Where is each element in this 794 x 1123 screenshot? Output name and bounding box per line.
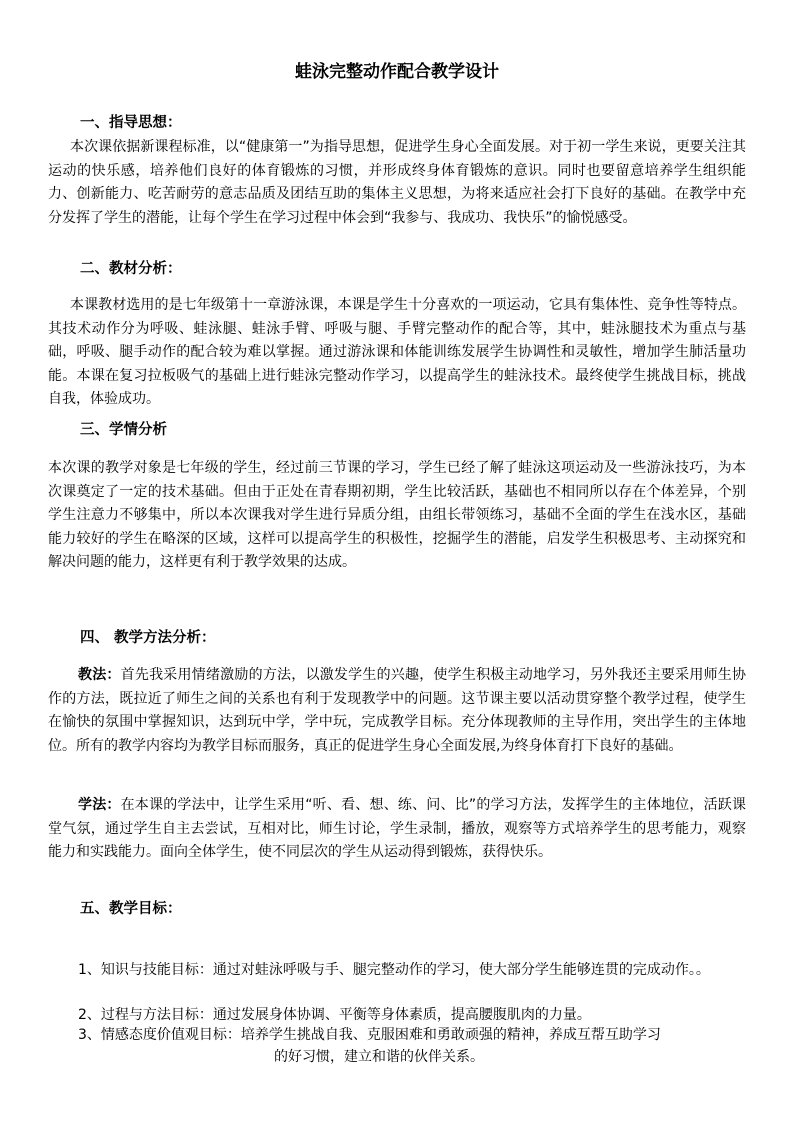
teaching-method-label: 教法： (78, 667, 121, 683)
section-body-guiding-ideology: 本次课依据新课程标准，以“健康第一”为指导思想，促进学生身心全面发展。对于初一学生来说，更要关注其运动的快乐感，培养他们良好的体育锻炼的习惯，并形成终身体育锻炼的意识。同时也要留意培养学生组织能力、创新能力、吃苦耐劳的意志品质及团结互助的集体主义思想，为将来适应社会打下良好的基础。在教学中充分发挥了学生的潜能，让每个学生在学习过程中体会到“我参与、我成功、我快乐”的愉悦感受。 (48, 139, 746, 226)
objective-process-methods: 2、过程与方法目标：通过发展身体协调、平衡等身体素质，提高腰腹肌肉的力量。 (78, 1007, 591, 1023)
teaching-method-body: 首先我采用情绪激励的方法，以激发学生的兴趣，使学生积极主动地学习，另外我还主要采用师生协作的方法，既拉近了师生之间的关系也有利于发现教学中的问题。这节课主要以活动贯穿整个教学过程，使学生在愉快的氛围中掌握知识，达到玩中学，学中玩，完成教学目标。充分体现教师的主导作用，突出学生的主体地位。所有的教学内容均为教学目标而服务，真正的促进学生身心全面发展,为终身体育打下良好的基础。 (48, 667, 747, 754)
learning-method-body: 在本课的学法中，让学生采用“听、看、想、练、问、比”的学习方法，发挥学生的主体地位，活跃课堂气氛，通过学生自主去尝试，互相对比，师生讨论，学生录制，播放，观察等方式培养学生的思考能力，观察能力和实践能力。面向全体学生，使不同层次的学生从运动得到锻炼，获得快乐。 (48, 797, 746, 860)
section-heading-teaching-objectives: 五、教学目标： (80, 901, 182, 917)
section-body-textbook-analysis: 本课教材选用的是七年级第十一章游泳课，本课是学生十分喜欢的一项运动，它具有集体性、竞争性等特点。其技术动作分为呼吸、蛙泳腿、蛙泳手臂、呼吸与腿、手臂完整动作的配合等，其中，蛙泳腿技术为重点与基础，呼吸、腿手动作的配合较为难以掌握。通过游泳课和体能训练发展学生协调性和灵敏性，增加学生肺活量功能。本课在复习拉板吸气的基础上进行蛙泳完整动作学习，以提高学生的蛙泳技术。最终使学生挑战目标，挑战自我，体验成功。 (48, 297, 746, 407)
section-heading-guiding-ideology: 一、指导思想： (80, 115, 182, 131)
section-heading-learner-analysis: 三、学情分析 (80, 422, 167, 438)
objective-emotion-values: 3、情感态度价值观目标：培养学生挑战自我、克服困难和勇敢顽强的精神，养成互帮互助学习 (78, 1027, 661, 1043)
learning-method-paragraph (48, 794, 746, 865)
objective-knowledge-skills: 1、知识与技能目标：通过对蛙泳呼吸与手、腿完整动作的学习，使大部分学生能够连贯的完成动作。。 (78, 962, 710, 978)
objective-emotion-values-continued: 的好习惯，建立和谐的伙伴关系。 (274, 1049, 484, 1065)
learning-method-label: 学法： (78, 797, 121, 813)
document-title: 蛙泳完整动作配合教学设计 (295, 62, 499, 82)
teaching-method-paragraph (48, 664, 746, 758)
section-heading-textbook-analysis: 二、教材分析： (80, 261, 182, 277)
section-body-learner-analysis: 本次课的教学对象是七年级的学生，经过前三节课的学习，学生已经了解了蛙泳这项运动及一些游泳技巧，为本次课奠定了一定的技术基础。但由于正处在青春期初期，学生比较活跃，基础也不相同所以存在个体差异，个别学生注意力不够集中，所以本次课我对学生进行异质分组，由组长带领练习，基础不全面的学生在浅水区，基础能力较好的学生在略深的区域，这样可以提高学生的积极性，挖掘学生的潜能，启发学生积极思考、主动探究和解决问题的能力，这样更有利于教学效果的达成。 (48, 460, 746, 570)
section-heading-teaching-methods: 四、 教学方法分析： (80, 630, 216, 646)
